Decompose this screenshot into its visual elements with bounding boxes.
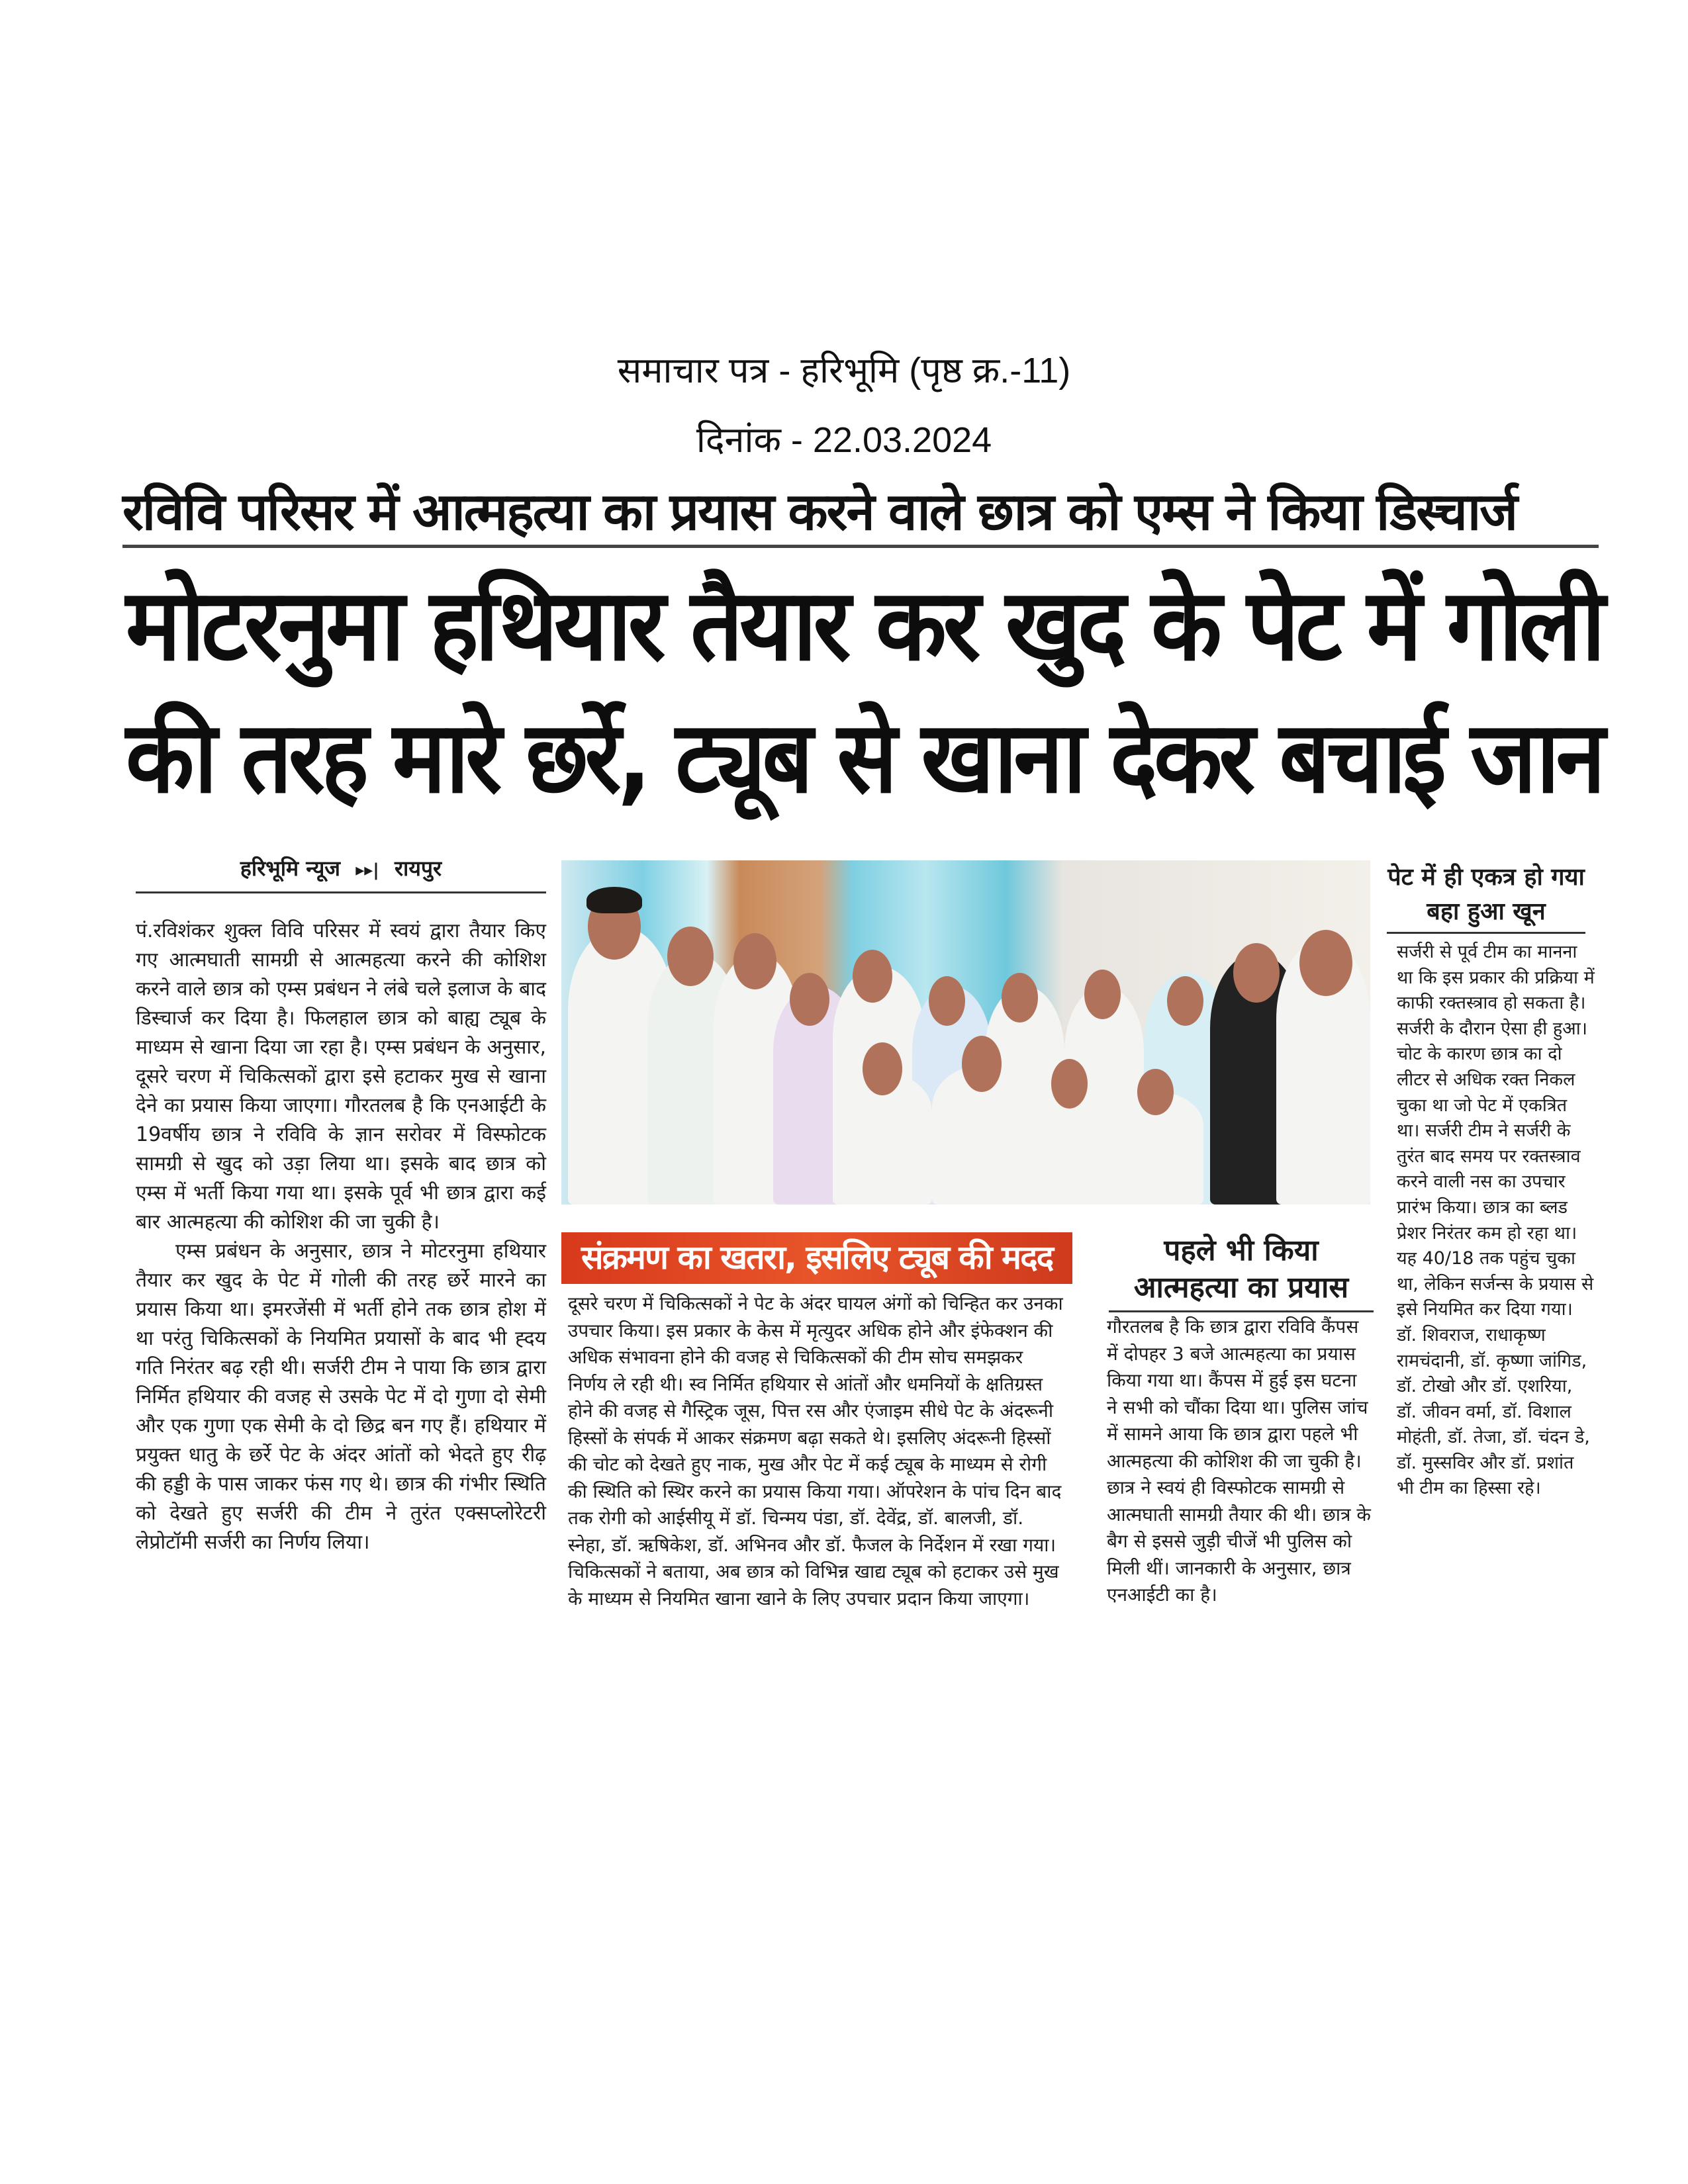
main-paragraph: एम्स प्रबंधन के अनुसार, छात्र ने मोटरनुमा हथियार तैयार कर खुद के पेट में गोली की तरह छर्रे मारने का प्रयास किया था। इमरजेंसी में भर्ती होने तक छात्र होश में था परंतु चिकित्सकों के नियमित प्रयासों के बाद भी ह्दय गति निरंतर बढ़ रही थी। सर्जरी टीम ने पाया कि छात्र द्वारा निर्मित हथियार की वजह से उसके पेट में दो गुणा दो सेमी और एक गुणा एक सेमी के दो छिद्र बन गए हैं। हथियार में प्रयुक्त धातु के छर्रे पेट के अंदर आंतों को भेदते हुए रीढ़ की हड्डी के पास जाकर फंस गए थे। छात्र की गंभीर स्थिति को देखते हुए सर्जरी की टीम ने तुरंत एक्सप्लोरेटरी लेप्रोटॉमी सर्जरी का निर्णय लिया।: [136, 1240, 546, 1554]
photo-person-head: [733, 933, 776, 989]
blood-collected-subheading: पेट में ही एकत्र हो गया बहा हुआ खून: [1387, 860, 1585, 934]
photo-person-head: [962, 1036, 1002, 1092]
photo-person-head: [1051, 1059, 1088, 1109]
photo-person-head: [1167, 976, 1203, 1026]
photo-person-head: [863, 1042, 902, 1095]
photo-person-head: [667, 927, 714, 986]
publication-date-line: दिनांक - 22.03.2024: [696, 420, 992, 460]
photo-person-head: [1002, 973, 1038, 1023]
newspaper-source-line: समाचार पत्र - हरिभूमि (पृष्ठ क्र.-11): [617, 351, 1071, 390]
headline-line-2: की तरह मारे छर्रे, ट्यूब से खाना देकर बचाई जान: [126, 700, 1602, 815]
photo-person-hair: [586, 887, 642, 913]
photo-person-head: [1137, 1069, 1174, 1115]
main-article-body: [136, 917, 546, 1557]
photo-person-head: [790, 973, 829, 1026]
byline-separator-icon: ▸▸|: [355, 860, 379, 880]
headline-line-1: मोटरनुमा हथियार तैयार कर खुद के पेट में गोली: [126, 568, 1602, 683]
photo-person-head: [929, 976, 965, 1026]
infection-risk-body: दूसरे चरण में चिकित्सकों ने पेट के अंदर घायल अंगों को चिन्हित कर उनका उपचार किया। इस प्रकार के केस में मृत्युदर अधिक होने और इंफेक्शन की अधिक संभावना होने की वजह से चिकित्सकों की टीम सोच समझकर निर्णय ले रही थी। स्व निर्मित हथियार से आंतों और धमनियों के क्षतिग्रस्त होने की वजह से गैस्ट्रिक जूस, पित्त रस और एंजाइम सीधे पेट के अंदरूनी हिस्सों के संपर्क में आकर संक्रमण बढ़ा सकते थे। इसलिए अंदरूनी हिस्सों की चोट को देखते हुए नाक, मुख और पेट में कई ट्यूब के माध्यम से रोगी की स्थिति को स्थिर करने का प्रयास किया गया। ऑपरेशन के पांच दिन बाद तक रोगी को आईसीयू में डॉ. चिन्मय पंडा, डॉ. देवेंद्र, डॉ. बालजी, डॉ. स्नेहा, डॉ. ऋषिकेश, डॉ. अभिनव और डॉ. फैजल के निर्देशन में रखा गया। चिकित्सकों ने बताया, अब छात्र को विभिन्न खाद्य ट्यूब को हटाकर उसे मुख के माध्यम से नियमित खाना खाने के लिए उपचार प्रदान किया जाएगा।: [568, 1293, 1063, 1610]
previous-attempt-subheading: पहले भी किया आत्महत्या का प्रयास: [1109, 1232, 1374, 1312]
main-paragraph: पं.रविशंकर शुक्ल विवि परिसर में स्वयं द्वारा तैयार किए गए आत्मघाती सामग्री से आत्महत्या करने की कोशिश करने वाले छात्र को एम्स प्रबंधन ने लंबे चले इलाज के बाद डिस्चार्ज कर दिया है। फिलहाल छात्र को बाह्य ट्यूब के माध्यम से खाना दिया जा रहा है। एम्स प्रबंधन के अनुसार, दूसरे चरण में चिकित्सकों द्वारा इसे हटाकर मुख से खाना देने का प्रयास किया जाएगा। गौरतलब है कि एनआईटी के 19वर्षीय छात्र ने रविवि के ज्ञान सरोवर में विस्फोटक सामग्री से खुद को उड़ा लिया था। इसके बाद छात्र को एम्स में भर्ती किया गया था। इसके पूर्व भी छात्र द्वारा कई बार आत्महत्या की कोशिश की जा चुकी है।: [136, 919, 546, 1234]
byline-city: रायपुर: [394, 856, 442, 881]
byline-agency: हरिभूमि न्यूज: [240, 856, 341, 881]
article-kicker: रविवि परिसर में आत्महत्या का प्रयास करने वाले छात्र को एम्स ने किया डिस्चार्ज: [122, 482, 1599, 548]
photo-person-head: [1084, 970, 1121, 1019]
photo-person-head: [1233, 943, 1280, 1003]
byline: [136, 854, 546, 893]
group-photo: [561, 860, 1370, 1205]
photo-person-head: [853, 950, 892, 1003]
previous-attempt-body: गौरतलब है कि छात्र द्वारा रविवि कैंपस में दोपहर 3 बजे आत्महत्या का प्रयास किया गया था। कैंपस में हुई इस घटना ने सभी को चौंका दिया था। पुलिस जांच में सामने आया कि छात्र द्वारा पहले भी आत्महत्या की कोशिश की जा चुकी है। छात्र ने स्वयं ही विस्फोटक सामग्री से आत्मघाती सामग्री तैयार की थी। छात्र के बैग से इससे जुड़ी चीजें भी पुलिस को मिली थीं। जानकारी के अनुसार, छात्र एनआईटी का है।: [1107, 1316, 1371, 1606]
infection-risk-subheading: संक्रमण का खतरा, इसलिए ट्यूब की मदद: [561, 1232, 1072, 1284]
blood-collected-body: सर्जरी से पूर्व टीम का मानना था कि इस प्रकार की प्रक्रिया में काफी रक्तस्त्राव हो सकता है। सर्जरी के दौरान ऐसा ही हुआ। चोट के कारण छात्र का दो लीटर से अधिक रक्त निकल चुका था जो पेट में एकत्रित था। सर्जरी टीम ने सर्जरी के तुरंत बाद समय पर रक्तस्त्राव करने वाली नस का उपचार प्रारंभ किया। छात्र का ब्लड प्रेशर निरंतर कम हो रहा था। यह 40/18 तक पहुंच चुका था, लेकिन सर्जन्स के प्रयास से इसे नियमित कर दिया गया। डॉ. शिवराज, राधाकृष्ण रामचंदानी, डॉ. कृष्णा जांगिड, डॉ. टोखो और डॉ. एशरिया, डॉ. जीवन वर्मा, डॉ. विशाल मोहंती, डॉ. तेजा, डॉ. चंदन डे, डॉ. मुस्सविर और डॉ. प्रशांत भी टीम का हिस्सा रहे।: [1397, 942, 1595, 1499]
photo-person-head: [1299, 930, 1352, 996]
